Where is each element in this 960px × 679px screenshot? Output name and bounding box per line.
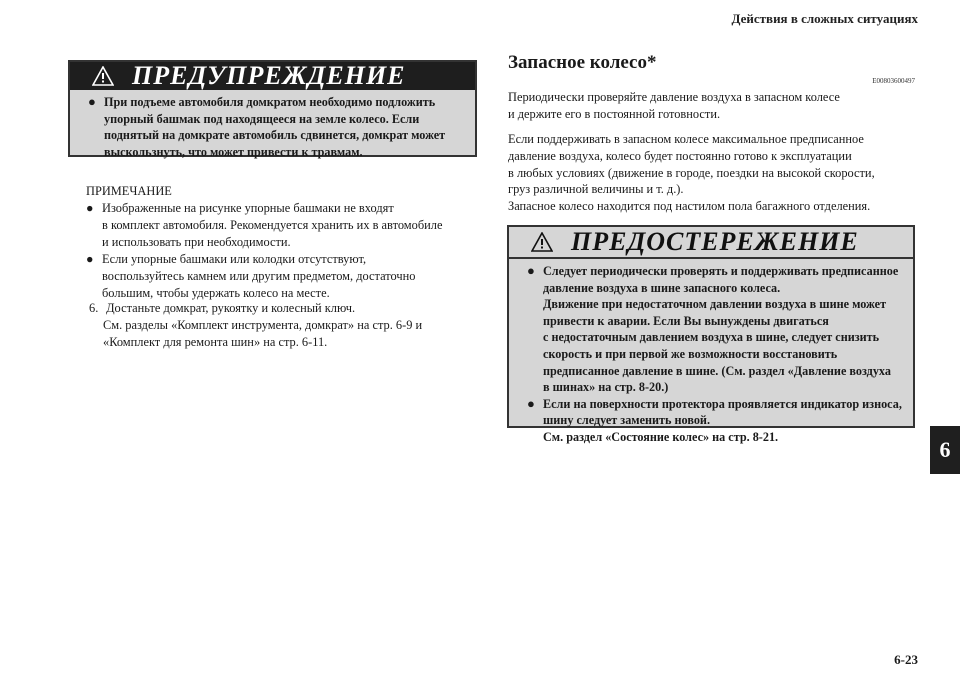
caution-box bbox=[507, 225, 915, 444]
section-title: Запасное колесо* bbox=[508, 52, 657, 73]
paragraph-line: груз различной величины и т. д.). bbox=[508, 182, 684, 197]
caution-triangle-icon bbox=[531, 232, 553, 252]
caution-line: с недостаточным давлением воздуха в шине, следует снизить bbox=[543, 330, 880, 345]
bullet-icon: ● bbox=[86, 201, 94, 215]
running-header: Действия в сложных ситуациях bbox=[731, 11, 918, 26]
paragraph-line: Периодически проверяйте давление воздуха в запасном колесе bbox=[508, 90, 840, 104]
caution-title: ПРЕДОСТЕРЕЖЕНИЕ bbox=[571, 227, 859, 256]
caution-line: в шинах» на стр. 8-20.) bbox=[543, 380, 669, 395]
note-line: воспользуйтесь камнем или другим предметом, достаточно bbox=[102, 269, 416, 283]
chapter-tab: 6 bbox=[930, 426, 960, 474]
note-line: Изображенные на рисунке упорные башмаки не входят bbox=[102, 201, 394, 215]
warning-header bbox=[70, 62, 475, 90]
caution-line: Если на поверхности протектора проявляется индикатор износа, bbox=[543, 396, 902, 411]
caution-body bbox=[509, 259, 913, 452]
step-text: Достаньте домкрат, рукоятку и колесный ключ. bbox=[106, 301, 356, 315]
warning-title: ПРЕДУПРЕЖДЕНИЕ bbox=[132, 61, 406, 90]
spare-paragraph-1 bbox=[508, 89, 840, 123]
note-section bbox=[86, 183, 442, 302]
warning-line: выскользнуть, что может привести к травмам. bbox=[104, 144, 363, 159]
warning-line: упорный башмак под находящееся на земле колесо. Если bbox=[104, 111, 420, 126]
paragraph-line: и держите его в постоянной готовности. bbox=[508, 106, 721, 121]
caution-header bbox=[509, 227, 913, 259]
caution-line: См. раздел «Состояние колес» на стр. 8-21. bbox=[543, 429, 779, 444]
warning-box bbox=[68, 60, 477, 157]
warning-line: При подъеме автомобиля домкратом необходимо подложить bbox=[104, 95, 436, 109]
note-line: и использовать при необходимости. bbox=[102, 235, 291, 249]
caution-line: скорость и при первой же возможности восстановить bbox=[543, 346, 838, 361]
step-number: 6. bbox=[89, 301, 99, 315]
bullet-icon: ● bbox=[527, 395, 535, 411]
note-line: в комплект автомобиля. Рекомендуется хранить их в автомобиле bbox=[102, 218, 443, 232]
step-line: См. разделы «Комплект инструмента, домкрат» на стр. 6-9 и bbox=[103, 318, 423, 332]
spare-paragraph-2 bbox=[508, 131, 875, 215]
caution-line: шину следует заменить новой. bbox=[543, 413, 710, 428]
paragraph-line: давление воздуха, колесо будет постоянно готово к эксплуатации bbox=[508, 148, 852, 163]
caution-line: давление воздуха в шине запасного колеса. bbox=[543, 280, 781, 295]
warning-line: поднятый на домкрате автомобиль сдвинется, домкрат может bbox=[104, 128, 446, 143]
note-item bbox=[86, 200, 442, 251]
caution-item bbox=[527, 263, 903, 396]
caution-line: предписанное давление в шине. (См. раздел «Давление воздуха bbox=[543, 363, 891, 378]
bullet-icon: ● bbox=[527, 263, 535, 278]
caution-item bbox=[527, 396, 903, 446]
paragraph-line: в любых условиях (движение в городе, поездки на высокой скорости, bbox=[508, 165, 875, 180]
step-line: «Комплект для ремонта шин» на стр. 6-11. bbox=[103, 335, 328, 349]
caution-line: Движение при недостаточном давлении воздуха в шине может bbox=[543, 297, 887, 312]
step-6 bbox=[89, 300, 422, 351]
note-line: большим, чтобы удержать колесо на месте. bbox=[102, 286, 330, 300]
section-code: E00803600497 bbox=[872, 77, 915, 85]
warning-triangle-icon bbox=[92, 66, 114, 86]
bullet-icon: ● bbox=[86, 252, 94, 266]
paragraph-line: Запасное колесо находится под настилом пола багажного отделения. bbox=[508, 199, 871, 214]
note-title: ПРИМЕЧАНИЕ bbox=[86, 184, 172, 198]
caution-line: привести к аварии. Если Вы вынуждены двигаться bbox=[543, 313, 829, 328]
caution-line: Следует периодически проверять и поддерживать предписанное bbox=[543, 264, 899, 278]
bullet-icon: ● bbox=[88, 94, 96, 109]
note-line: Если упорные башмаки или колодки отсутствуют, bbox=[102, 252, 367, 266]
warning-body bbox=[70, 90, 475, 166]
paragraph-line: Если поддерживать в запасном колесе максимальное предписанное bbox=[508, 132, 864, 146]
note-item bbox=[86, 251, 442, 302]
page-number: 6-23 bbox=[894, 652, 918, 667]
warning-item bbox=[88, 94, 465, 160]
